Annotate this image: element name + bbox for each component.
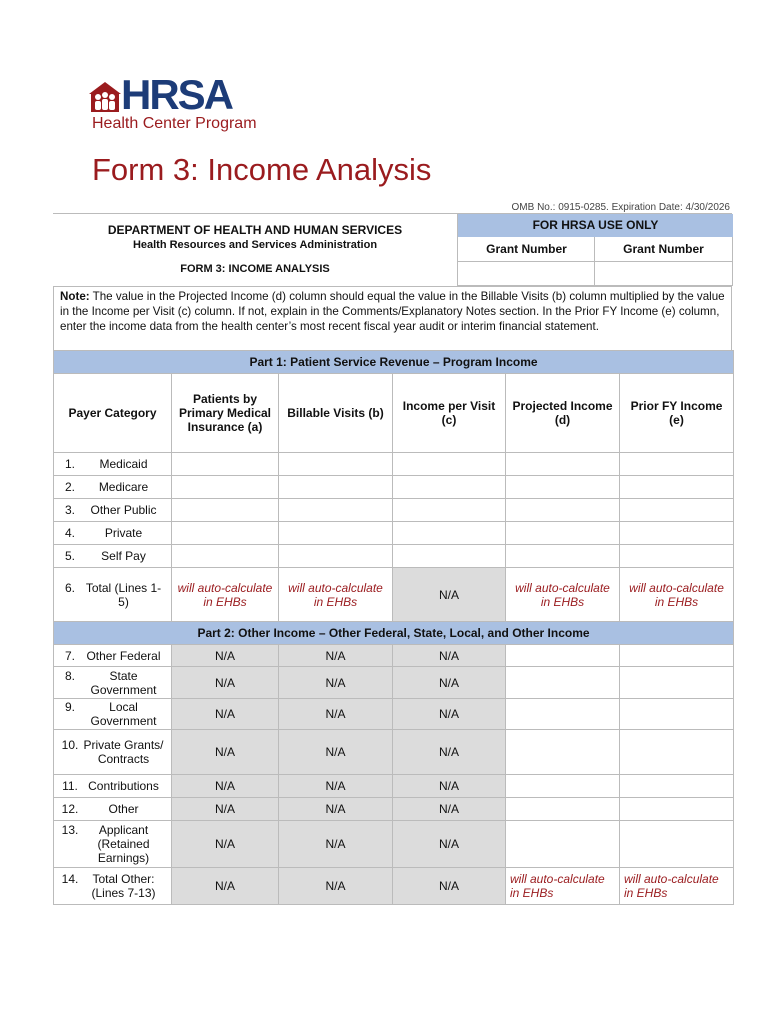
input-cell-c[interactable] (393, 476, 506, 499)
payer-category (54, 775, 172, 798)
input-cell-d[interactable] (506, 775, 620, 798)
input-cell-e[interactable] (620, 499, 734, 522)
na-cell-c: N/A (393, 568, 506, 622)
table-row-private-grants (54, 730, 734, 775)
col-projected-income-d: Projected Income (d) (506, 374, 620, 453)
na-cell: N/A (393, 821, 506, 868)
row-number: 9. (64, 700, 75, 714)
na-cell: N/A (393, 699, 506, 730)
na-cell: N/A (172, 868, 279, 905)
input-cell-d[interactable] (506, 499, 620, 522)
payer-category (54, 645, 172, 667)
input-cell-a[interactable] (172, 499, 279, 522)
row-label: State Government (90, 668, 157, 697)
table-row-total-other (54, 868, 734, 905)
people-logo-icon (88, 80, 122, 114)
payer-category (54, 730, 172, 775)
note-text: The value in the Projected Income (d) column should equal the value in the Billable Visits (b) column multiplied by the value in the Income per Visit (c) column. If not, explain in the Comments/Explanatory Notes section. In the Prior FY Income (e) column, enter the income data from the health center’s most recent fiscal year audit or interim financial statement. (60, 290, 725, 333)
row-label: Total Other: (Lines 7-13) (91, 872, 156, 900)
input-cell-e[interactable] (620, 730, 734, 775)
na-cell: N/A (279, 868, 393, 905)
auto-calc-d: will auto-calculate in EHBs (506, 568, 620, 622)
form-name: FORM 3: INCOME ANALYSIS (180, 263, 330, 275)
col-prior-fy-income-e: Prior FY Income (e) (620, 374, 734, 453)
row-number: 12. (61, 802, 79, 816)
row-label: Private Grants/ Contracts (83, 738, 164, 766)
row-label: Medicaid (99, 457, 148, 471)
grant-number-field-2[interactable] (594, 261, 733, 286)
table-row-total-part1 (54, 568, 734, 622)
col-billable-visits-b: Billable Visits (b) (279, 374, 393, 453)
col-income-per-visit-c: Income per Visit (c) (393, 374, 506, 453)
payer-category (54, 453, 172, 476)
input-cell-d[interactable] (506, 453, 620, 476)
col-payer-category: Payer Category (54, 374, 172, 453)
input-cell-e[interactable] (620, 667, 734, 699)
auto-calc-a: will auto-calculate in EHBs (172, 568, 279, 622)
input-cell-b[interactable] (279, 522, 393, 545)
input-cell-b[interactable] (279, 453, 393, 476)
input-cell-b[interactable] (279, 545, 393, 568)
page-title: Form 3: Income Analysis (92, 152, 432, 187)
hrsa-use-only-label: FOR HRSA USE ONLY (457, 214, 733, 237)
form-header (53, 213, 732, 286)
input-cell-d[interactable] (506, 699, 620, 730)
input-cell-e[interactable] (620, 522, 734, 545)
input-cell-e[interactable] (620, 821, 734, 868)
part1-header-row (54, 351, 734, 374)
na-cell: N/A (393, 667, 506, 699)
na-cell: N/A (393, 645, 506, 667)
auto-calc-d: will auto-calculate in EHBs (506, 868, 620, 905)
payer-category (54, 476, 172, 499)
input-cell-c[interactable] (393, 453, 506, 476)
auto-calc-e: will auto-calculate in EHBs (620, 568, 734, 622)
table-row-other (54, 798, 734, 821)
program-name: Health Center Program (92, 115, 257, 132)
input-cell-d[interactable] (506, 522, 620, 545)
input-cell-a[interactable] (172, 545, 279, 568)
na-cell: N/A (279, 645, 393, 667)
na-cell: N/A (279, 667, 393, 699)
na-cell: N/A (172, 645, 279, 667)
row-number: 3. (64, 503, 75, 517)
payer-category (54, 821, 172, 868)
na-cell: N/A (279, 699, 393, 730)
header-left (53, 214, 457, 286)
income-table (53, 350, 734, 905)
na-cell: N/A (393, 730, 506, 775)
na-cell: N/A (393, 775, 506, 798)
table-row-applicant-retained-earnings (54, 821, 734, 868)
table-row-private (54, 522, 734, 545)
na-cell: N/A (393, 798, 506, 821)
table-row-contributions (54, 775, 734, 798)
input-cell-d[interactable] (506, 476, 620, 499)
na-cell: N/A (393, 868, 506, 905)
payer-category (54, 667, 172, 699)
input-cell-c[interactable] (393, 499, 506, 522)
na-cell: N/A (172, 821, 279, 868)
na-cell: N/A (172, 667, 279, 699)
na-cell: N/A (279, 730, 393, 775)
payer-category (54, 798, 172, 821)
table-row-medicaid (54, 453, 734, 476)
column-header-row (54, 374, 734, 453)
logo-wordmark: HRSA (121, 71, 233, 118)
table-row-state-government (54, 667, 734, 699)
note-label: Note: (60, 290, 90, 303)
table-row-self-pay (54, 545, 734, 568)
row-number: 1. (64, 457, 75, 471)
row-number: 13. (61, 823, 79, 837)
payer-category (54, 868, 172, 905)
row-label: Medicare (98, 480, 149, 494)
row-number: 14. (61, 872, 79, 886)
input-cell-a[interactable] (172, 476, 279, 499)
grant-number-header-1: Grant Number (457, 237, 595, 262)
row-label: Contributions (88, 779, 159, 793)
na-cell: N/A (172, 775, 279, 798)
payer-category (54, 499, 172, 522)
input-cell-e[interactable] (620, 699, 734, 730)
input-cell-a[interactable] (172, 522, 279, 545)
input-cell-b[interactable] (279, 499, 393, 522)
input-cell-c[interactable] (393, 522, 506, 545)
row-label: Other Federal (86, 648, 161, 663)
row-label: Other Public (90, 503, 157, 517)
row-label: Total (Lines 1-5) (85, 580, 162, 609)
input-cell-b[interactable] (279, 476, 393, 499)
row-number: 10. (61, 738, 79, 752)
input-cell-d[interactable] (506, 730, 620, 775)
na-cell: N/A (279, 798, 393, 821)
payer-category (54, 522, 172, 545)
auto-calc-b: will auto-calculate in EHBs (279, 568, 393, 622)
input-cell-d[interactable] (506, 798, 620, 821)
input-cell-e[interactable] (620, 645, 734, 667)
na-cell: N/A (172, 699, 279, 730)
row-label: Applicant (Retained Earnings) (97, 823, 150, 865)
payer-category (54, 699, 172, 730)
part2-title: Part 2: Other Income – Other Federal, State, Local, and Other Income (54, 622, 734, 645)
input-cell-a[interactable] (172, 453, 279, 476)
row-number: 11. (62, 779, 78, 793)
input-cell-c[interactable] (393, 545, 506, 568)
payer-category (54, 545, 172, 568)
grant-number-field-1[interactable] (457, 261, 595, 286)
row-number: 7. (64, 648, 75, 663)
col-patients-a: Patients by Primary Medical Insurance (a) (172, 374, 279, 453)
row-label: Local Government (90, 700, 157, 728)
table-row-local-government (54, 699, 734, 730)
agency-name: Health Resources and Services Administration (132, 239, 378, 251)
table-row-other-federal (54, 645, 734, 667)
input-cell-e[interactable] (620, 775, 734, 798)
na-cell: N/A (172, 798, 279, 821)
grant-number-header-2: Grant Number (594, 237, 733, 262)
table-row-medicare (54, 476, 734, 499)
input-cell-e[interactable] (620, 476, 734, 499)
row-number: 4. (64, 526, 75, 540)
input-cell-e[interactable] (620, 798, 734, 821)
input-cell-e[interactable] (620, 453, 734, 476)
na-cell: N/A (172, 730, 279, 775)
hrsa-logo (88, 71, 278, 140)
omb-number: OMB No.: 0915-0285. Expiration Date: 4/30/2026 (511, 202, 730, 213)
auto-calc-e: will auto-calculate in EHBs (620, 868, 734, 905)
input-cell-e[interactable] (620, 545, 734, 568)
input-cell-d[interactable] (506, 645, 620, 667)
hrsa-use-only-box (457, 214, 732, 286)
row-label: Self Pay (101, 549, 146, 563)
row-number: 6. (64, 580, 75, 595)
payer-category (54, 568, 172, 622)
table-row-other-public (54, 499, 734, 522)
na-cell: N/A (279, 775, 393, 798)
input-cell-d[interactable] (506, 667, 620, 699)
part2-header-row (54, 622, 734, 645)
input-cell-d[interactable] (506, 821, 620, 868)
input-cell-d[interactable] (506, 545, 620, 568)
instruction-note (53, 286, 732, 350)
part1-title: Part 1: Patient Service Revenue – Program Income (54, 351, 734, 374)
department-name: DEPARTMENT OF HEALTH AND HUMAN SERVICES (107, 223, 403, 237)
row-number: 2. (64, 480, 75, 494)
na-cell: N/A (279, 821, 393, 868)
row-number: 8. (64, 668, 75, 683)
row-label: Private (104, 526, 143, 540)
row-label: Other (108, 802, 139, 816)
row-number: 5. (64, 549, 75, 563)
